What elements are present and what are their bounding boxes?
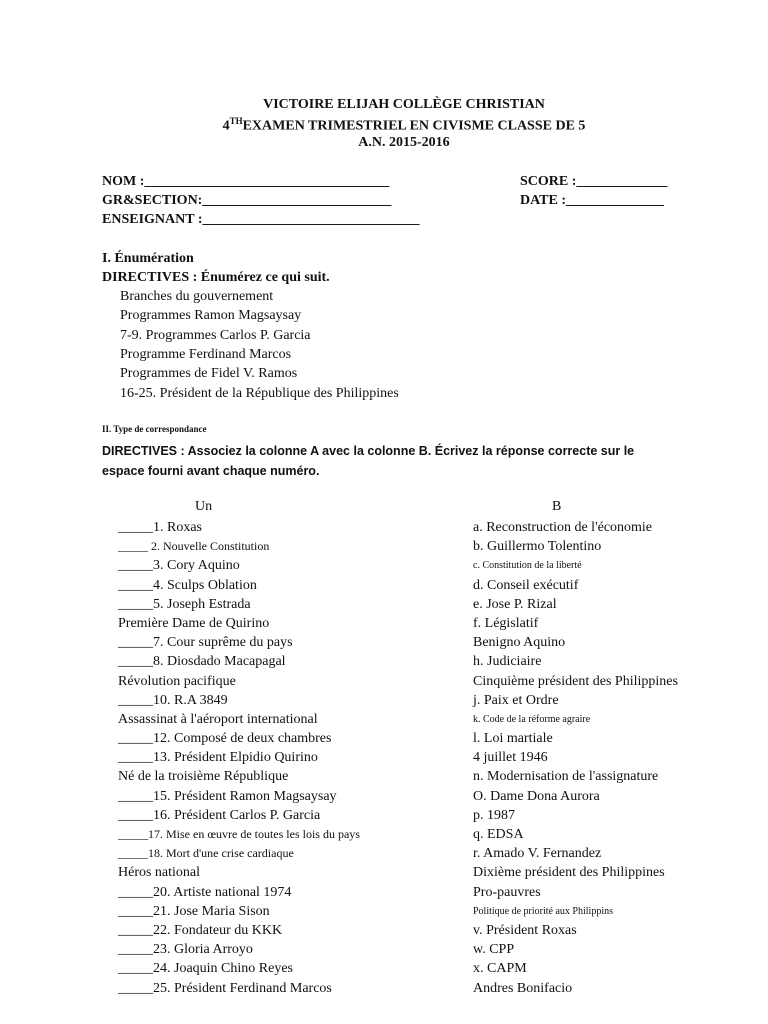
- column-a-item: _____25. Président Ferdinand Marcos: [118, 980, 332, 996]
- section2-directives-line2: espace fourni avant chaque numéro.: [102, 464, 320, 478]
- column-b-item: 4 juillet 1946: [473, 750, 548, 766]
- enum-item: Programmes Ramon Magsaysay: [120, 308, 302, 323]
- column-b-item: q. EDSA: [473, 827, 524, 842]
- column-a-item: _____4. Sculps Oblation: [118, 577, 257, 593]
- column-b-list: [473, 518, 678, 998]
- column-a-item: Héros national: [118, 865, 201, 881]
- column-b-item: O. Dame Dona Aurora: [473, 788, 600, 804]
- column-a-item: _____1. Roxas: [118, 520, 202, 535]
- column-a-item: _____18. Mort d'une crise cardiaque: [118, 846, 294, 861]
- column-a-item: _____ 2. Nouvelle Constitution: [118, 539, 270, 554]
- date-field[interactable]: DATE :______________: [520, 193, 665, 208]
- section1-title: I. Énumération: [102, 251, 194, 266]
- score-field[interactable]: SCORE :_____________: [520, 174, 668, 189]
- column-b-item: Cinquième président des Philippines: [473, 673, 678, 689]
- column-a-item: _____23. Gloria Arroyo: [118, 942, 253, 958]
- column-b-item: Pro-pauvres: [473, 884, 541, 900]
- column-b-item: Andres Bonifacio: [473, 980, 573, 996]
- column-b-item: x. CAPM: [473, 961, 527, 977]
- column-a-item: Né de la troisième République: [118, 769, 289, 785]
- column-b-item: k. Code de la réforme agraire: [473, 713, 591, 725]
- column-b-item: r. Amado V. Fernandez: [473, 846, 602, 862]
- column-a-item: Assassinat à l'aéroport international: [118, 711, 318, 727]
- column-a-item: Révolution pacifique: [118, 673, 236, 689]
- column-a-item: _____17. Mise en œuvre de toutes les lois du pays: [118, 827, 360, 841]
- column-b-heading: B: [552, 499, 562, 514]
- enum-item: Programmes de Fidel V. Ramos: [120, 366, 298, 381]
- column-a-item: _____20. Artiste national 1974: [118, 884, 292, 900]
- enum-item: 7-9. Programmes Carlos P. Garcia: [120, 328, 311, 343]
- enum-item: 16-25. Président de la République des Philippines: [120, 386, 399, 401]
- enum-item: Branches du gouvernement: [120, 289, 274, 304]
- column-b-item: h. Judiciaire: [473, 654, 542, 670]
- exam-number: 4: [222, 118, 230, 134]
- nom-field[interactable]: NOM :___________________________________: [102, 174, 390, 189]
- column-a-item: _____7. Cour suprême du pays: [118, 635, 293, 651]
- column-b-item: a. Reconstruction de l'économie: [473, 520, 653, 535]
- column-b-item: f. Législatif: [473, 615, 539, 631]
- section2-directives: [102, 441, 642, 481]
- column-a-item: _____12. Composé de deux chambres: [118, 731, 332, 747]
- section1-directives: DIRECTIVES : Énumérez ce qui suit.: [102, 270, 330, 285]
- column-a-item: _____5. Joseph Estrada: [118, 596, 251, 612]
- column-a-item: _____16. Président Carlos P. Garcia: [118, 807, 321, 823]
- column-b-item: b. Guillermo Tolentino: [473, 539, 602, 555]
- grsection-field[interactable]: GR&SECTION:___________________________: [102, 193, 392, 208]
- column-b-item: n. Modernisation de l'assignature: [473, 769, 659, 785]
- exam-title-text: EXAMEN TRIMESTRIEL EN CIVISME CLASSE DE 5: [242, 118, 586, 134]
- academic-year: A.N. 2015-2016: [358, 135, 450, 150]
- column-b-item: l. Loi martiale: [473, 731, 553, 747]
- column-b-item: w. CPP: [473, 942, 515, 958]
- column-a-list: [118, 518, 360, 998]
- column-b-item: e. Jose P. Rizal: [473, 596, 557, 612]
- column-a-item: Première Dame de Quirino: [118, 615, 270, 631]
- column-a-item: _____8. Diosdado Macapagal: [118, 654, 286, 670]
- column-a-item: _____15. Président Ramon Magsaysay: [118, 788, 337, 804]
- exam-title: [0, 116, 768, 135]
- column-b-item: c. Constitution de la liberté: [473, 560, 582, 572]
- column-b-item: Benigno Aquino: [473, 635, 566, 651]
- column-a-heading: Un: [195, 499, 213, 514]
- column-a-item: _____3. Cory Aquino: [118, 558, 240, 574]
- column-b-item: Politique de priorité aux Philippins: [473, 905, 613, 917]
- column-b-item: p. 1987: [473, 807, 515, 823]
- school-name: VICTOIRE ELIJAH COLLÈGE CHRISTIAN: [263, 97, 545, 112]
- column-b-item: Dixième président des Philippines: [473, 865, 665, 881]
- column-b-item: v. Président Roxas: [473, 922, 577, 938]
- exam-number-suffix: TH: [229, 116, 243, 126]
- enseignant-field[interactable]: ENSEIGNANT :_______________________________: [102, 212, 420, 227]
- section2-directives-line1: DIRECTIVES : Associez la colonne A avec la colonne B. Écrivez la réponse correcte sur le: [102, 444, 635, 458]
- column-b-item: j. Paix et Ordre: [473, 692, 559, 708]
- column-a-item: _____13. Président Elpidio Quirino: [118, 750, 318, 766]
- section2-title: II. Type de correspondance: [102, 424, 207, 434]
- column-a-item: _____10. R.A 3849: [118, 692, 228, 708]
- column-a-item: _____22. Fondateur du KKK: [118, 922, 283, 938]
- enum-item: Programme Ferdinand Marcos: [120, 347, 292, 362]
- column-a-item: _____21. Jose Maria Sison: [118, 903, 270, 919]
- column-a-item: _____24. Joaquin Chino Reyes: [118, 961, 293, 977]
- column-b-item: d. Conseil exécutif: [473, 577, 579, 593]
